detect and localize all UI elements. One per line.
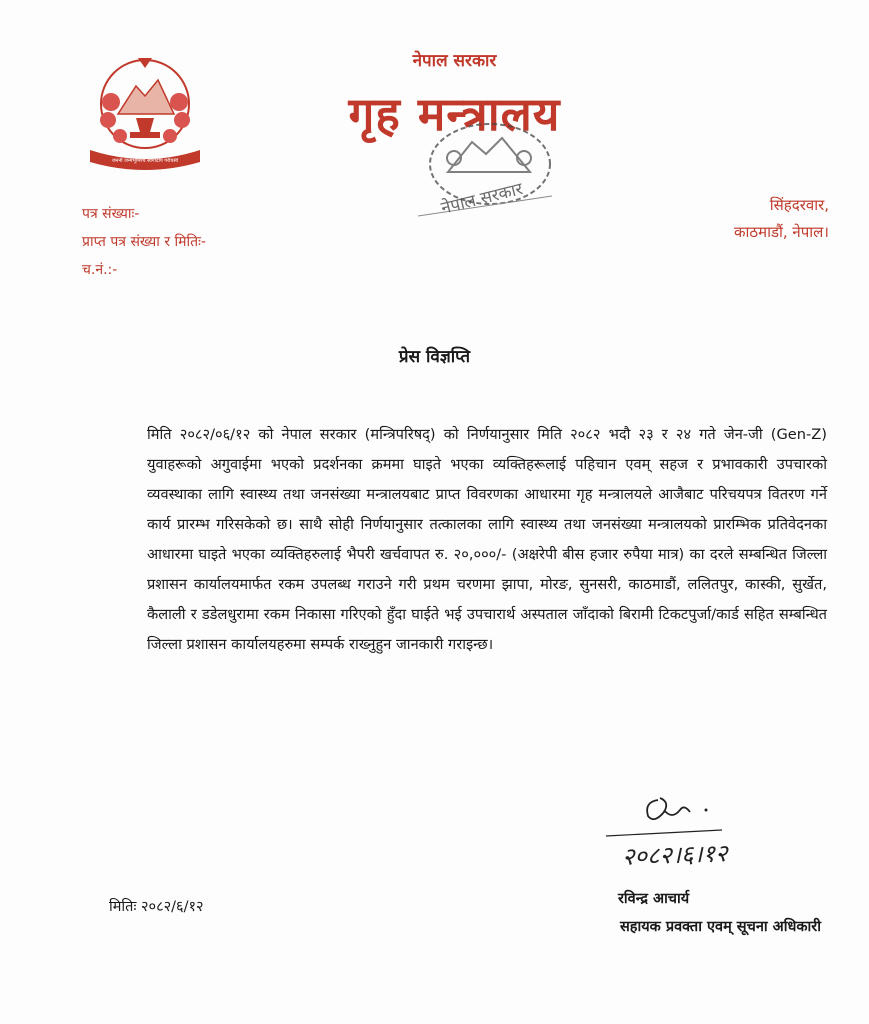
official-stamp-icon bbox=[412, 118, 562, 226]
document-title: प्रेस विज्ञप्ति bbox=[398, 347, 471, 367]
signatory-name: रविन्द्र आचार्य bbox=[618, 891, 690, 907]
dispatch-number-field: च.नं.:- bbox=[82, 262, 118, 278]
document-date: मितिः २०८२/६/१२ bbox=[109, 899, 204, 915]
handwritten-date: २०८२।६।१२ bbox=[621, 839, 729, 871]
ministry-name: गृह मन्त्रालय bbox=[348, 87, 561, 141]
address-line-1: सिंहदरवार, bbox=[769, 196, 829, 214]
letter-number-field: पत्र संख्याः- bbox=[82, 206, 140, 222]
signatory-title: सहायक प्रवक्ता एवम् सूचना अधिकारी bbox=[620, 919, 821, 935]
press-release-body: मिति २०८२/०६/१२ को नेपाल सरकार (मन्त्रिपरिषद्) को निर्णयानुसार मिति २०८२ भदौ २३ र २४ गते जेन-जी (Gen-Z) युवाहरूको अगुवाईमा भएको प्रदर्शनका क्रममा घाइते भएका व्यक्तिहरूलाई पहिचान एवम् सहज र प्रभावकारी उपचारको व्यवस्थाका लागि स्वास्थ्य तथा जनसंख्या मन्त्रालयबाट प्राप्त विवरणका आधारमा गृह मन्त्रालयले आजैबाट परिचयपत्र वितरण गर्ने कार्य प्रारम्भ गरिसकेको छ। साथै सोही निर्णयानुसार तत्कालका लागि स्वास्थ्य तथा जनसंख्या मन्त्रालयको प्रारम्भिक प्रतिवेदनका आधारमा घाइते भएका व्यक्तिहरुलाई भैपरी खर्चवापत रु. २०,०००/- (अक्षरेपी बीस हजार रुपैया मात्र) का दरले सम्बन्धित जिल्ला प्रशासन कार्यालयमार्फत रकम उपलब्ध गराउने गरी प्रथम चरणमा झापा, मोरङ, सुनसरी, काठमाडौं, ललितपुर, कास्की, सुर्खेत, कैलाली र डडेलधुरामा रकम निकासा गरिएको हुँदा घाईते भई उपचारार्थ अस्पताल जाँदाको बिरामी टिकटपुर्जा/कार्ड सहित सम्बन्धित जिल्ला प्रशासन कार्यालयहरुमा सम्पर्क राख्नुहुन जानकारी गराइन्छ। bbox=[147, 426, 828, 653]
address-line-2: काठमाडौं, नेपाल। bbox=[733, 223, 829, 241]
government-name: नेपाल सरकार bbox=[412, 51, 497, 71]
reference-fields bbox=[82, 200, 206, 284]
stamp-text: नेपाल सरकार bbox=[439, 179, 525, 219]
ministry-address bbox=[734, 192, 829, 246]
emblem-motto: जननी जन्मभूमिश्च स्वर्गादपि गरीयसी bbox=[111, 158, 179, 164]
received-letter-field: प्राप्त पत्र संख्या र मितिः- bbox=[82, 234, 206, 250]
